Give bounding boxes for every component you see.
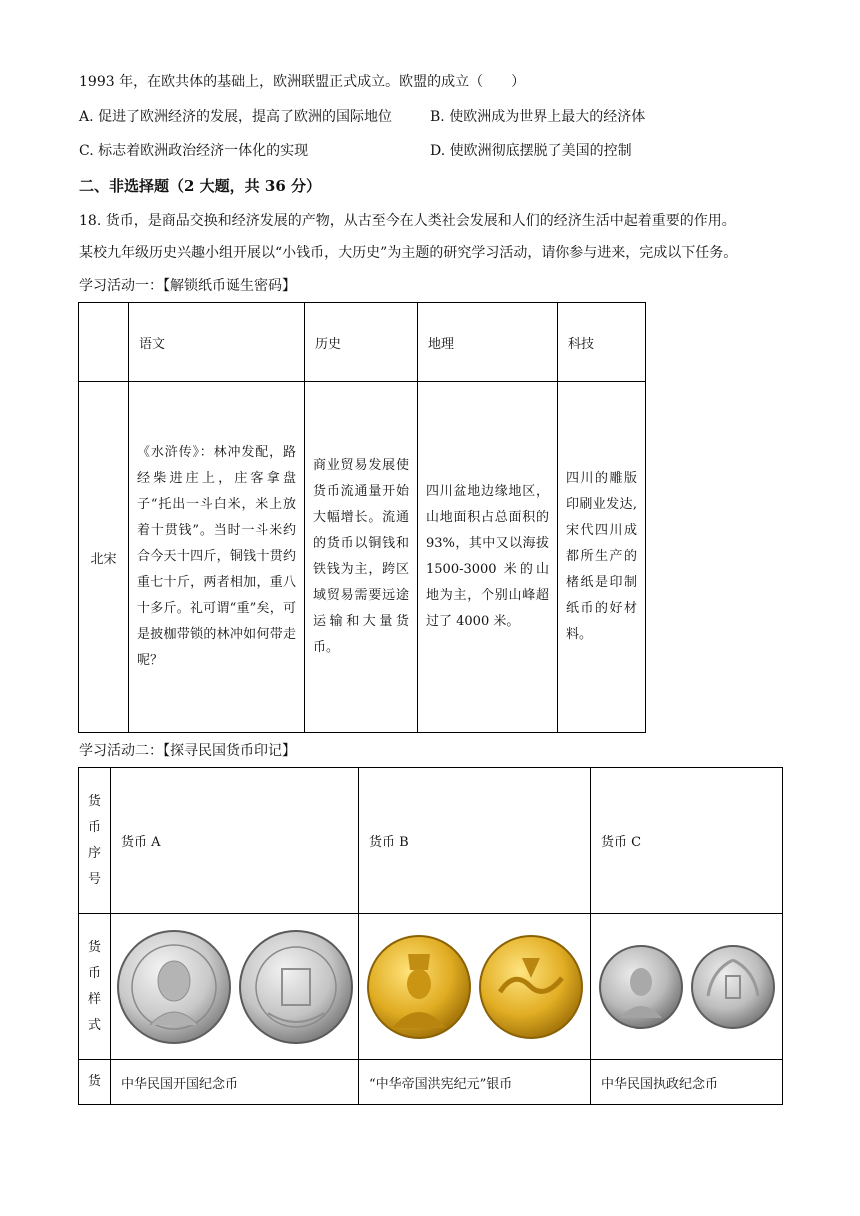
coin-c-reverse-image [690, 944, 776, 1030]
name-currency-a: 中华民国开国纪念币 [111, 1060, 359, 1105]
activity2-title: 学习活动二：【探寻民国货币印记】 [79, 743, 296, 759]
currency-table [78, 767, 783, 1105]
q18-intro-line2: 某校九年级历史兴趣小组开展以“小钱币，大历史”为主题的研究学习活动，请你参与进来，完成以下任务。 [79, 245, 738, 261]
label-char: 样 [87, 991, 101, 1007]
q17-option-a[interactable]: A. 促进了欧洲经济的发展，提高了欧洲的国际地位 [79, 109, 393, 125]
coin-c-obverse-image [598, 944, 684, 1030]
row-label-currency-name: 货 [79, 1060, 111, 1105]
label-char: 币 [87, 819, 101, 835]
header-empty [79, 303, 129, 382]
q18-intro-line1: 18. 货币，是商品交换和经济发展的产物，从古至今在人类社会发展和人们的经济生活中起着重要的作用。 [79, 213, 736, 229]
row-label-currency-number [79, 768, 111, 914]
table-header-row [79, 303, 646, 382]
q17-stem: 1993 年，在欧共体的基础上，欧洲联盟正式成立。欧盟的成立（ ） [79, 74, 526, 90]
label-char: 货 [87, 793, 101, 809]
row-label-northern-song: 北宋 [79, 382, 129, 733]
currency-header-row [79, 768, 783, 914]
coin-b-obverse-image [366, 934, 472, 1040]
chinese-text: 《水浒传》：林冲发配，路经柴进庄上，庄客拿盘子“托出一斗白米，米上放着十贯钱”。当时一斗米约合今天十四斤，铜钱十贯约重七十斤，两者相加，重八十多斤。礼可谓“重”矣，可是披枷带锁的林冲如何带走呢？ [137, 445, 296, 668]
cell-history [305, 382, 418, 733]
q17-option-b[interactable]: B. 使欧洲成为世界上最大的经济体 [430, 109, 646, 125]
header-technology: 科技 [558, 303, 646, 382]
activity1-title: 学习活动一：【解锁纸币诞生密码】 [79, 278, 296, 294]
q17-option-d[interactable]: D. 使欧洲彻底摆脱了美国的控制 [430, 143, 632, 159]
cell-geography [418, 382, 558, 733]
cell-technology [558, 382, 646, 733]
header-currency-b: 货币 B [359, 768, 591, 914]
geography-text: 四川盆地边缘地区，山地面积占总面积的 93%，其中又以海拔 1500-3000 米的山地为主，个别山峰超过了 4000 米。 [426, 484, 549, 629]
coin-b-reverse-image [478, 934, 584, 1040]
label-char: 币 [87, 965, 101, 981]
header-chinese: 语文 [129, 303, 305, 382]
label-char: 货 [87, 939, 101, 955]
name-currency-c: 中华民国执政纪念币 [591, 1060, 783, 1105]
q17-option-c[interactable]: C. 标志着欧洲政治经济一体化的实现 [79, 143, 309, 159]
paper-money-table [78, 302, 646, 733]
header-currency-a: 货币 A [111, 768, 359, 914]
name-currency-b: “中华帝国洪宪纪元”银币 [359, 1060, 591, 1105]
label-char: 序 [87, 845, 101, 861]
row-label-currency-style [79, 914, 111, 1060]
cell-chinese [129, 382, 305, 733]
coin-a-obverse-image [116, 929, 232, 1045]
header-geography: 地理 [418, 303, 558, 382]
header-currency-c: 货币 C [591, 768, 783, 914]
currency-name-row [79, 1060, 783, 1105]
history-text: 商业贸易发展使货币流通量开始大幅增长。流通的货币以铜钱和铁钱为主，跨区域贸易需要远途运输和大量货币。 [313, 458, 409, 655]
label-char: 号 [87, 871, 101, 887]
currency-image-row [79, 914, 783, 1060]
header-history: 历史 [305, 303, 418, 382]
label-char: 式 [87, 1017, 101, 1033]
cell-coin-b [359, 914, 591, 1060]
table-row-northern-song [79, 382, 646, 733]
cell-coin-a [111, 914, 359, 1060]
section-title: 二、非选择题（2 大题，共 36 分） [79, 177, 321, 195]
cell-coin-c [591, 914, 783, 1060]
coin-a-reverse-image [238, 929, 354, 1045]
technology-text: 四川的雕版印刷业发达,宋代四川成都所生产的楮纸是印制纸币的好材料。 [566, 471, 637, 642]
